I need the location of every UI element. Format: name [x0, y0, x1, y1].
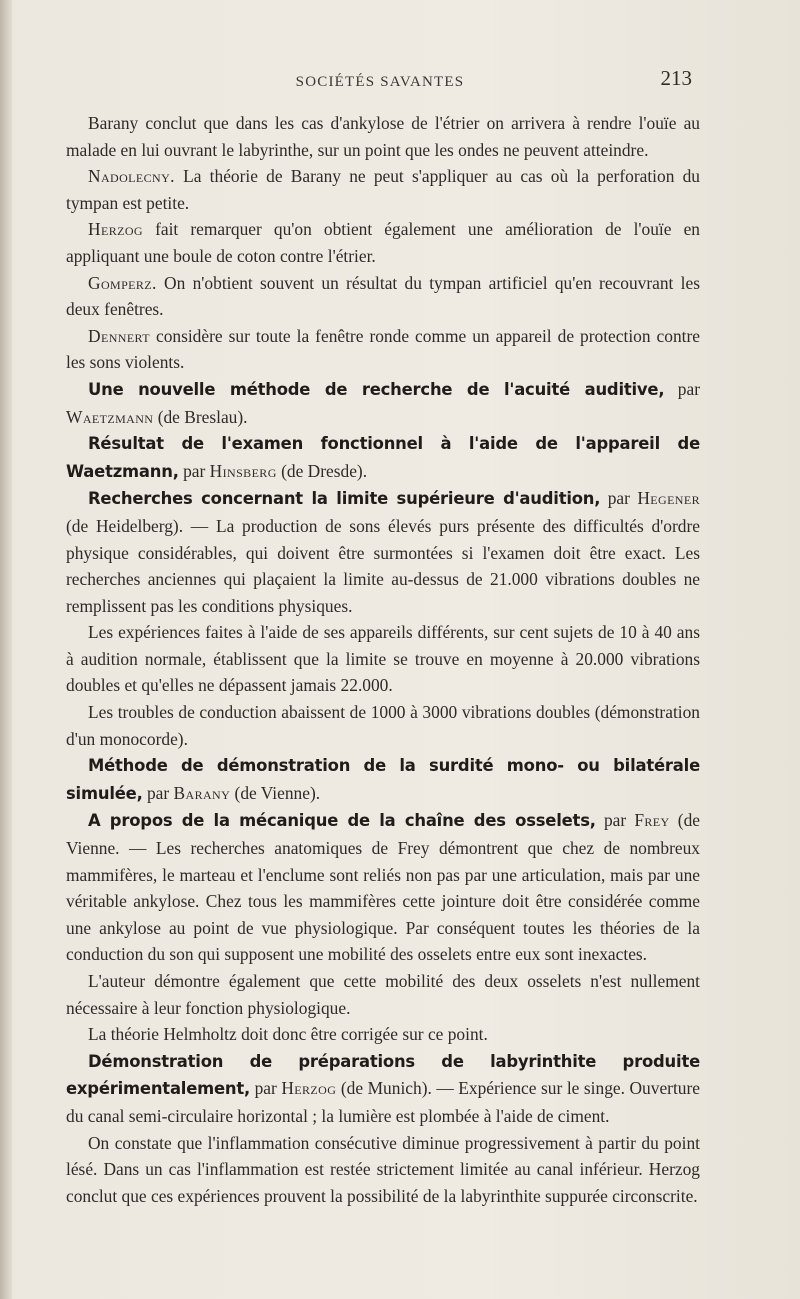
- communication-frey: A propos de la mécanique de la chaîne des osselets, par Frey (de Vienne. — Les recherches anatomiques de Frey démontrent que chez de nombreux mammifères, le marteau et l'enclume sont reliés non pas par une articulation, mais par une véritable ankylose. Chez tous les mammifères cette jointure doit être considérée comme une ankylose au point de vue physiologique. Par conséquent toutes les théories de la conduction du son qui supposent une mobilité des osselets entre eux sont inexactes.: [66, 810, 700, 965]
- paragraph-dennert: Dennert considère sur toute la fenêtre ronde comme un appareil de protection contre les sons violents.: [66, 325, 700, 373]
- communication-title: Une nouvelle méthode de recherche de l'acuité auditive,: [88, 379, 665, 399]
- paragraph-gomperz: Gomperz. On n'obtient souvent un résultat du tympan artificiel qu'en recouvrant les deux fenêtres.: [66, 272, 700, 320]
- communication-waetzmann: Une nouvelle méthode de recherche de l'acuité auditive, par Waetzmann (de Breslau).: [66, 378, 700, 427]
- page-body: [66, 110, 700, 1209]
- paragraph-inflammation: On constate que l'inflammation consécutive diminue progressivement à partir du point lésé. Dans un cas l'inflammation est restée strictement limitée au canal inférieur. Herzog conclut que ces expériences prouvent la possibilité de la labyrinthite suppurée circonscrite.: [66, 1132, 700, 1206]
- author-name: Waetzmann: [66, 406, 154, 427]
- speaker-name: Nadolecny.: [88, 166, 175, 187]
- paragraph-troubles: Les troubles de conduction abaissent de 1000 à 3000 vibrations doubles (démonstration d'un monocorde).: [66, 702, 700, 749]
- author-name: Barany: [173, 782, 231, 803]
- communication-hinsberg: Résultat de l'examen fonctionnel à l'aide de l'appareil de Waetzmann, par Hinsberg (de Dresde).: [66, 434, 700, 481]
- communication-barany: Méthode de démonstration de la surdité mono- ou bilatérale simulée, par Barany (de Vienne).: [66, 756, 700, 803]
- speaker-name: Gomperz.: [88, 272, 157, 293]
- author-name: Herzog: [281, 1078, 337, 1099]
- paragraph-herzog: Herzog fait remarquer qu'on obtient également une amélioration de l'ouïe en appliquant une boule de coton contre l'étrier.: [66, 219, 700, 266]
- page-number: 213: [660, 66, 692, 90]
- speaker-name: Dennert: [88, 325, 150, 346]
- communication-title: Méthode de démonstration de la surdité mono- ou bilatérale simulée,: [66, 756, 700, 803]
- communication-title: Résultat de l'examen fonctionnel à l'aide de l'appareil de Waetzmann,: [66, 434, 700, 481]
- communication-hegener: Recherches concernant la limite supérieure d'audition, par Hegener (de Heidelberg). — La production de sons élevés purs présente des difficultés d'ordre physique considérables, qui doivent être surmontées si l'examen doit être exact. Les recherches anciennes qui plaçaient la limite au-dessus de 21.000 vibrations doubles ne remplissent pas les conditions physiques.: [66, 488, 700, 616]
- paragraph-helmholtz: La théorie Helmholtz doit donc être corrigée sur ce point.: [88, 1024, 488, 1045]
- communication-herzog: Démonstration de préparations de labyrinthite produite expérimentalement, par Herzog (de Munich). — Expérience sur le singe. Ouverture du canal semi-circulaire horizontal ; la lumière est plombée à l'aide de ciment.: [66, 1051, 700, 1126]
- speaker-name: Herzog: [88, 219, 143, 240]
- author-name: Hinsberg: [209, 460, 277, 481]
- page-edge-shadow: [0, 0, 12, 1299]
- paragraph-barany-conclusion: Barany conclut que dans les cas d'ankylose de l'étrier on arrivera à rendre l'ouïe au malade en lui ouvrant le labyrinthe, sur un point que les ondes ne peuvent atteindre.: [66, 113, 700, 160]
- communication-title: Recherches concernant la limite supérieure d'audition,: [88, 489, 601, 509]
- communication-title: A propos de la mécanique de la chaîne des osselets,: [88, 811, 596, 831]
- page-header: [64, 66, 696, 96]
- paragraph-nadolecny: Nadolecny. La théorie de Barany ne peut s'appliquer au cas où la perforation du tympan est petite.: [66, 166, 700, 213]
- author-name: Frey: [634, 810, 670, 831]
- communication-title: Démonstration de préparations de labyrinthite produite expérimentalement,: [66, 1051, 700, 1099]
- running-title: SOCIÉTÉS SAVANTES: [295, 74, 465, 90]
- author-name: Hegener: [637, 488, 700, 509]
- paragraph-mobilite: L'auteur démontre également que cette mobilité des deux osselets n'est nullement nécessaire à leur fonction physiologique.: [66, 971, 700, 1018]
- paragraph-experiences: Les expériences faites à l'aide de ses appareils différents, sur cent sujets de 10 à 40 ans à audition normale, établissent que la limite se trouve en moyenne à 20.000 vibrations doubles et qu'elles ne dépassent jamais 22.000.: [66, 622, 700, 696]
